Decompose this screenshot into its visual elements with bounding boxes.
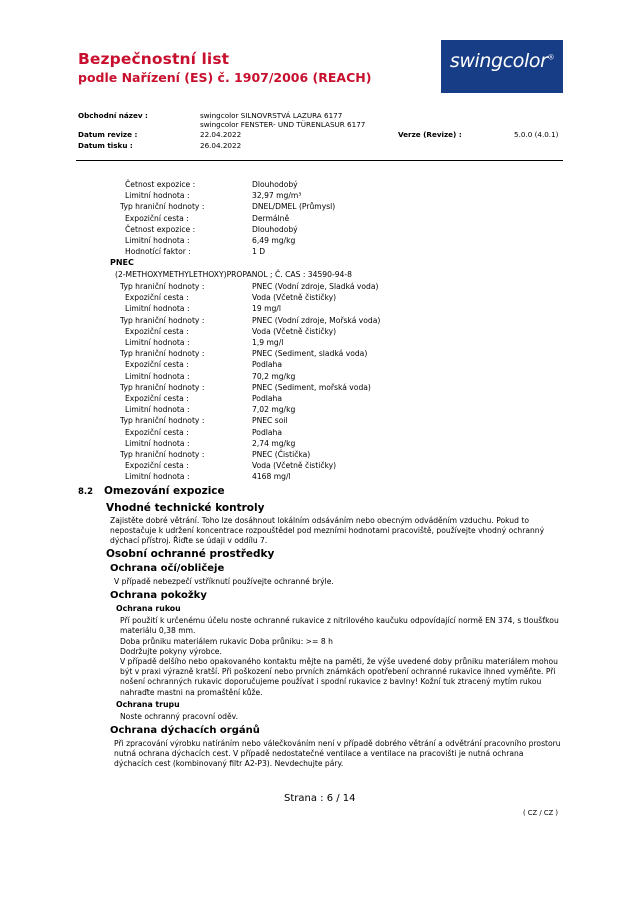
row-label: Expoziční cesta : [125, 326, 189, 336]
version-label: Verze (Revize) : [398, 130, 462, 139]
row-label: Hodnotící faktor : [125, 247, 191, 257]
pnec-substance: (2-METHOXYMETHYLETHOXY)PROPANOL ; Č. CAS : 34590-94-8 [115, 270, 352, 279]
document-title: Bezpečnostní list [78, 50, 230, 68]
row-value: Dlouhodobý [252, 224, 298, 234]
version-value: 5.0.0 (4.0.1) [514, 130, 559, 139]
row-value: PNEC (Čistička) [252, 450, 311, 459]
row-value: Voda (Včetně čističky) [252, 293, 337, 303]
trade-name-label: Obchodní název : [78, 111, 148, 120]
skin-protection-title: Ochrana pokožky [110, 590, 207, 601]
row-label: Typ hraniční hodnoty : [120, 202, 205, 212]
body-protection-title: Ochrana trupu [116, 700, 180, 709]
row-value: 19 mg/l [252, 304, 281, 314]
eye-protection-title: Ochrana očí/obličeje [110, 563, 225, 574]
row-label: Expoziční cesta : [125, 427, 189, 437]
row-label: Limitní hodnota : [125, 236, 190, 245]
row-label: Četnost expozice : [125, 180, 196, 189]
tech-controls-title: Vhodné technické kontroly [106, 502, 265, 514]
row-label: Typ hraniční hodnoty : [120, 315, 205, 325]
header-divider [76, 160, 563, 161]
tech-controls-text: Zajistěte dobré větrání. Toho lze dosáhnout lokálním odsáváním nebo obecným odváděním vzduchu. Pokud to nepostačuje k udržení koncentrace rozpouštědel pod mezními hodnotami pracoviště, používejte vhodný ochranný dýchací přístroj. Řiďte se údaji v oddílu 7. [110, 516, 545, 546]
section-title: Omezování expozice [104, 485, 225, 497]
row-value: 1,9 mg/l [252, 338, 284, 347]
logo-wordmark: swingcolor [449, 50, 548, 72]
row-value: Voda (Včetně čističky) [252, 461, 337, 471]
row-label: Expoziční cesta : [125, 394, 189, 403]
hand-protection-text-3: Dodržujte pokyny výrobce. [120, 647, 222, 656]
hand-protection-title: Ochrana rukou [116, 604, 181, 613]
section-number: 8.2 [78, 487, 94, 497]
hand-protection-text-4: V případě delšího nebo opakovaného kontaktu mějte na paměti, že výše uvedené doby průniku materiálem mohou být v praxi výrazně kratší. Při poškození nebo prvních známkách opotřebení ochranné rukavice ihned vyměňte. Při nošení ochranných rukavic doporučujeme používat i spodní rukavice z bavlny! Kožní tuk ztracený mytím rukou nahraďte mastni na promaštění kůže. [120, 657, 558, 697]
row-value: 7,02 mg/kg [252, 405, 296, 415]
row-value: PNEC (Vodní zdroje, Sladká voda) [252, 282, 379, 291]
row-label: Limitní hodnota : [125, 338, 190, 347]
language-code: ( CZ / CZ ) [523, 809, 559, 817]
row-label: Expoziční cesta : [125, 461, 189, 471]
respiratory-protection-title: Ochrana dýchacích orgánů [110, 725, 260, 736]
row-label: Expoziční cesta : [125, 213, 189, 223]
row-label: Expoziční cesta : [125, 293, 189, 303]
swingcolor-logo [441, 40, 563, 93]
eye-protection-text: V případě nebezpečí vstříknutí používejte ochranné brýle. [114, 577, 334, 586]
row-value: Podlaha [252, 360, 283, 370]
row-value: 2,74 mg/kg [252, 438, 296, 448]
row-value: PNEC (Sediment, sladká voda) [252, 349, 368, 359]
row-value: 4168 mg/l [252, 472, 291, 482]
row-label: Četnost expozice : [125, 224, 196, 234]
registered-mark: ® [547, 53, 555, 62]
row-value: Dermálně [252, 213, 290, 223]
row-label: Typ hraniční hodnoty : [120, 382, 205, 392]
row-label: Expoziční cesta : [125, 360, 189, 370]
row-label: Limitní hodnota : [125, 371, 190, 381]
row-label: Limitní hodnota : [125, 472, 190, 482]
revision-date: 22.04.2022 [200, 130, 242, 139]
hand-protection-text-1: Pří použití k určenému účelu noste ochranné rukavice z nitrilového kaučuku odpovídající normě EN 374, s tloušťkou materiálu 0,38 mm. [120, 616, 559, 636]
trade-name-2: swingcolor FENSTER- UND TÜRENLASUR 6177 [200, 120, 366, 129]
row-value: PNEC (Vodní zdroje, Mořská voda) [252, 315, 381, 325]
row-label: Typ hraniční hodnoty : [120, 416, 205, 426]
revision-date-label: Datum revize : [78, 130, 138, 139]
page-number: Strana : 6 / 14 [284, 793, 356, 804]
row-label: Typ hraniční hodnoty : [120, 450, 205, 459]
print-date: 26.04.2022 [200, 141, 242, 150]
row-label: Limitní hodnota : [125, 304, 190, 314]
row-value: 32,97 mg/m³ [252, 191, 302, 201]
row-value: Dlouhodobý [252, 180, 298, 189]
ppe-title: Osobní ochranné prostředky [106, 548, 275, 560]
row-label: Typ hraniční hodnoty : [120, 282, 205, 291]
row-label: Limitní hodnota : [125, 191, 190, 201]
row-value: 6,49 mg/kg [252, 236, 296, 245]
row-value: PNEC (Sediment, mořská voda) [252, 382, 371, 392]
row-value: Voda (Včetně čističky) [252, 326, 337, 336]
pnec-heading: PNEC [110, 258, 134, 267]
row-label: Limitní hodnota : [125, 438, 190, 448]
print-date-label: Datum tisku : [78, 141, 133, 150]
row-value: PNEC soil [252, 416, 288, 426]
row-value: Podlaha [252, 427, 283, 437]
row-value: 1 D [252, 247, 266, 257]
row-label: Limitní hodnota : [125, 405, 190, 415]
row-value: Podlaha [252, 394, 283, 403]
body-protection-text: Noste ochranný pracovní oděv. [120, 712, 238, 721]
document-subtitle: podle Nařízení (ES) č. 1907/2006 (REACH) [78, 70, 372, 85]
respiratory-protection-text: Při zpracování výrobku natíráním nebo válečkováním není v případě dobrého větrání a odvětrání pracovního prostoru nutná ochrana dýchacích cest. V případě nedostatečné ventilace a ventilace na pracovišti je nutná ochrana dýchacích cest (kombinovaný filtr A2-P3). Nevdechujte páry. [114, 739, 561, 769]
trade-name-1: swingcolor SILNOVRSTVÁ LAZURA 6177 [200, 111, 343, 120]
row-label: Typ hraniční hodnoty : [120, 349, 205, 359]
row-value: DNEL/DMEL (Průmysl) [252, 202, 336, 212]
row-value: 70,2 mg/kg [252, 371, 296, 381]
hand-protection-text-2: Doba průniku materiálem rukavic Doba průniku: >= 8 h [120, 637, 333, 646]
